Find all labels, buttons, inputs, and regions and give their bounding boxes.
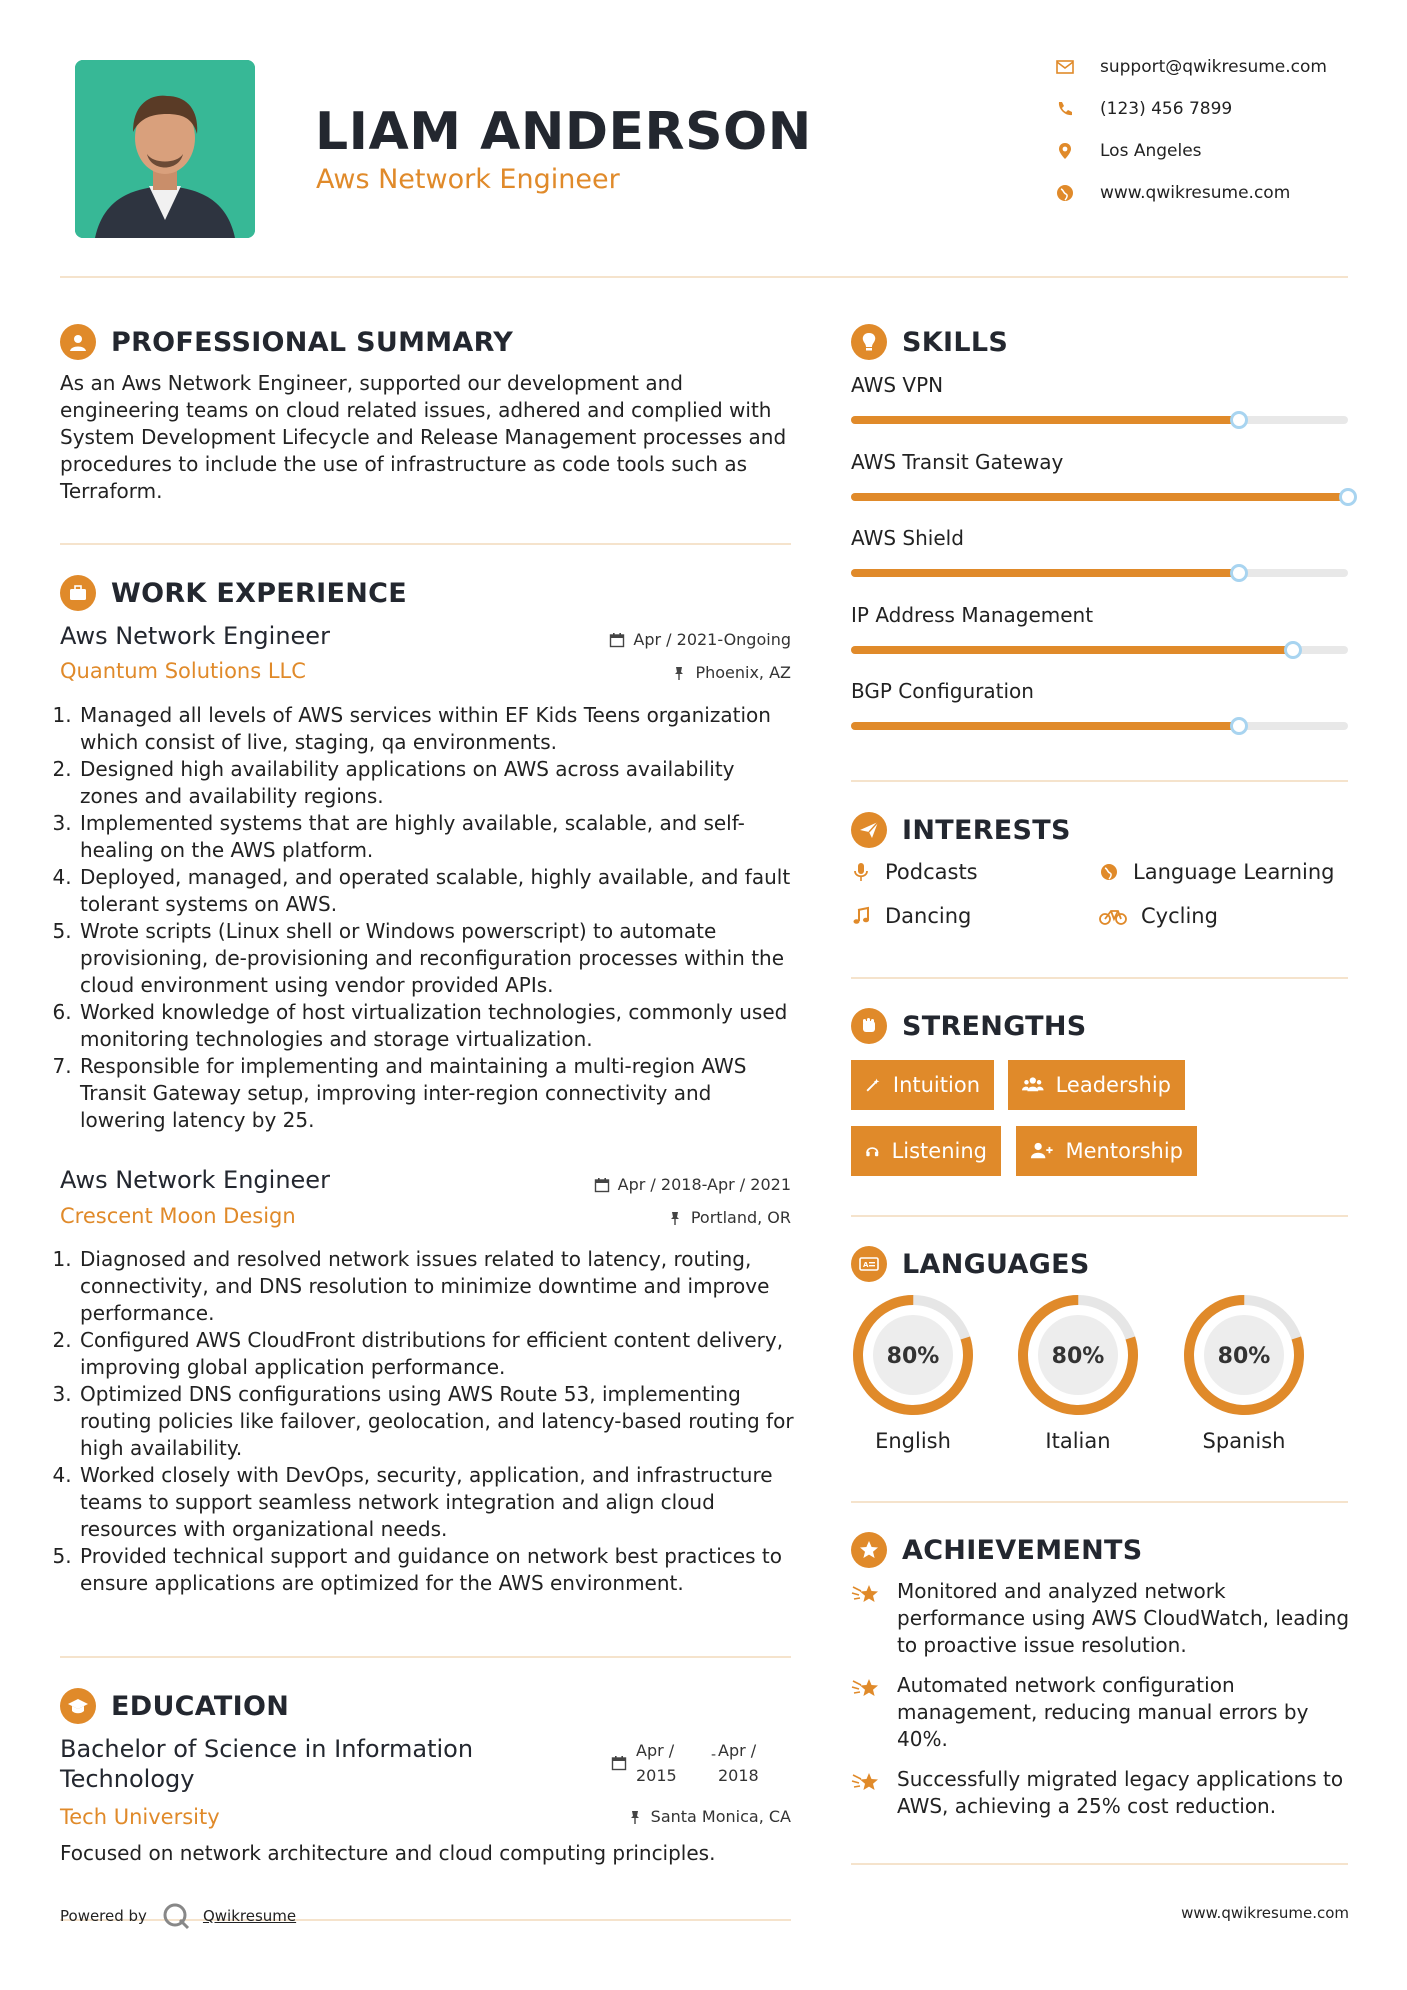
job-1-title: Aws Network Engineer (60, 622, 330, 650)
summary-text: As an Aws Network Engineer, supported our development and engineering teams on cloud related issues, adhered and complied with System Development Lifecycle and Release Management processes and procedures to include the use of infrastructure as code tools such as Terraform. (60, 371, 787, 503)
skill-bar-fill (851, 569, 1239, 577)
music-note-icon (851, 906, 871, 926)
pushpin-icon (671, 665, 687, 681)
shooting-star-icon (851, 1673, 881, 1703)
job-2-company: Crescent Moon Design (60, 1204, 296, 1228)
strengths-divider (851, 1215, 1348, 1217)
strength-chip-leadership (1008, 1060, 1185, 1110)
list-item: 4. Deployed, managed, and operated scalable, highly available, and fault tolerant systems on AWS. (78, 864, 795, 918)
skill-bar-fill (851, 722, 1239, 730)
language-percent: 80% (886, 1344, 940, 1369)
footer-website[interactable]: www.qwikresume.com (1181, 1904, 1349, 1922)
achievement-item-1 (851, 1578, 1351, 1659)
star-badge-icon (851, 1532, 887, 1568)
job-2-location-text: Portland, OR (690, 1208, 791, 1227)
skill-label: BGP Configuration (851, 679, 1034, 703)
achievements-heading (851, 1532, 1143, 1568)
interest-language-learning (1099, 860, 1334, 884)
job-2-dates (594, 1175, 791, 1194)
interests-heading (851, 812, 1071, 848)
language-ring (1182, 1293, 1306, 1417)
skill-bar-fill (851, 493, 1348, 501)
job-1-location (671, 663, 791, 682)
education-location (627, 1807, 791, 1826)
briefcase-icon (60, 575, 96, 611)
language-percent: 80% (1051, 1344, 1105, 1369)
education-heading (60, 1688, 289, 1724)
summary-divider (60, 543, 791, 545)
achievement-item-3 (851, 1766, 1351, 1820)
interest-dancing (851, 904, 971, 928)
skill-slider-handle (1339, 488, 1357, 506)
location-text: Los Angeles (1100, 141, 1202, 161)
interest-label: Language Learning (1133, 860, 1335, 884)
interests-divider (851, 977, 1348, 979)
achievement-item-2 (851, 1672, 1351, 1753)
skill-label: AWS Transit Gateway (851, 449, 1064, 474)
achievement-text: Automated network configuration management, reducing manual errors by 40%. (897, 1673, 1309, 1751)
id-card-icon (851, 1246, 887, 1282)
education-location-text: Santa Monica, CA (650, 1807, 791, 1826)
skill-slider-handle (1230, 411, 1248, 429)
skill-slider-handle (1230, 717, 1248, 735)
strength-label: Mentorship (1065, 1139, 1183, 1163)
map-pin-icon (1055, 141, 1075, 161)
interest-podcasts (851, 860, 978, 884)
paper-plane-icon (851, 812, 887, 848)
list-item: 3. Optimized DNS configurations using AWS Route 53, implementing routing policies like failover, geolocation, and latency-based routing for high availability. (78, 1381, 795, 1462)
list-item: 1. Diagnosed and resolved network issues related to latency, routing, connectivity, and DNS resolution to minimize downtime and improve performance. (78, 1246, 795, 1327)
lightbulb-icon (851, 324, 887, 360)
language-ring (1016, 1293, 1140, 1417)
languages-heading (851, 1246, 1090, 1282)
graduation-cap-icon (60, 1688, 96, 1724)
candidate-role: Aws Network Engineer (316, 164, 620, 195)
strengths-title: STRENGTHS (902, 1010, 1087, 1042)
pushpin-icon (667, 1210, 683, 1226)
education-title: EDUCATION (111, 1690, 290, 1722)
skill-bar-track (851, 569, 1348, 577)
strength-chip-mentorship (1016, 1126, 1197, 1176)
skill-bar-track (851, 722, 1348, 730)
education-end-date: Apr / 2018 (718, 1741, 759, 1785)
degree-line-1: Bachelor of Science in Information (60, 1735, 474, 1763)
interest-label: Dancing (885, 904, 972, 928)
achievements-title: ACHIEVEMENTS (902, 1534, 1143, 1566)
interest-label: Cycling (1141, 904, 1218, 928)
envelope-icon (1055, 57, 1075, 77)
magic-wand-icon (865, 1074, 881, 1096)
header-divider (60, 276, 1348, 278)
summary-title: PROFESSIONAL SUMMARY (111, 326, 514, 358)
interest-label: Podcasts (885, 860, 978, 884)
language-name: English (875, 1429, 951, 1453)
pushpin-icon (627, 1809, 643, 1825)
achievement-text: Successfully migrated legacy applications to AWS, achieving a 25% cost reduction. (897, 1767, 1344, 1818)
strengths-heading (851, 1008, 1087, 1044)
shooting-star-icon (851, 1579, 881, 1609)
skill-bar-track (851, 646, 1348, 654)
contact-location (1055, 141, 1202, 161)
skill-label: AWS VPN (851, 373, 944, 397)
users-icon (1022, 1074, 1044, 1096)
avatar (75, 60, 255, 238)
skill-bar-track (851, 416, 1348, 424)
strength-label: Intuition (892, 1073, 980, 1097)
skill-label: AWS Shield (851, 526, 964, 550)
shooting-star-icon (851, 1767, 881, 1797)
skills-heading (851, 324, 1008, 360)
bicycle-icon (1099, 906, 1127, 926)
candidate-name: LIAM ANDERSON (315, 102, 812, 162)
qwikresume-logo-icon (161, 1901, 191, 1931)
job-1-company: Quantum Solutions LLC (60, 659, 306, 683)
achievement-text: Monitored and analyzed network performance using AWS CloudWatch, leading to proactive issue resolution. (897, 1579, 1350, 1657)
list-item: 1. Managed all levels of AWS services within EF Kids Teens organization which consist of live, staging, qa environments. (78, 702, 795, 756)
skill-slider-handle (1230, 564, 1248, 582)
language-name: Italian (1045, 1429, 1111, 1453)
svg-text:A: A (863, 1261, 869, 1269)
experience-divider (60, 1656, 791, 1658)
headphones-icon (865, 1140, 880, 1162)
list-item: 5. Provided technical support and guidance on network best practices to ensure applications are optimized for the AWS environment. (78, 1543, 795, 1597)
language-percent: 80% (1217, 1344, 1271, 1369)
language-ring (851, 1293, 975, 1417)
job-1-location-text: Phoenix, AZ (695, 663, 791, 682)
website-text: www.qwikresume.com (1100, 183, 1291, 203)
list-item: 3. Implemented systems that are highly available, scalable, and self-healing on the AWS platform. (78, 810, 795, 864)
list-item: 7. Responsible for implementing and maintaining a multi-region AWS Transit Gateway setup, improving inter-region connectivity and lowering latency by 25. (78, 1053, 795, 1134)
job-1-bullets (60, 702, 795, 1134)
contact-email[interactable] (1055, 57, 1327, 77)
phone-text: (123) 456 7899 (1100, 99, 1233, 119)
contact-website[interactable] (1055, 183, 1290, 203)
degree-line-2: Technology (60, 1765, 195, 1793)
powered-by-text: Powered by (60, 1907, 147, 1925)
job-1-dates (609, 630, 791, 649)
qwikresume-link[interactable]: Qwikresume (202, 1907, 297, 1925)
phone-icon (1055, 99, 1075, 119)
skill-bar-track (851, 493, 1348, 501)
skill-slider-handle (1284, 641, 1302, 659)
profile-photo (75, 60, 255, 238)
job-2-location (667, 1208, 791, 1227)
experience-title: WORK EXPERIENCE (111, 577, 407, 609)
job-2-dates-text: Apr / 2018-Apr / 2021 (617, 1175, 791, 1194)
achievements-divider (851, 1863, 1348, 1865)
job-2-bullets (60, 1246, 795, 1597)
footer-powered-by (60, 1901, 296, 1931)
strength-chip-intuition (851, 1060, 994, 1110)
list-item: 4. Worked closely with DevOps, security, application, and infrastructure teams to support seamless network integration and align cloud resources with organizational needs. (78, 1462, 795, 1543)
list-item: 5. Wrote scripts (Linux shell or Windows powerscript) to automate provisioning, de-provisioning and reconfiguration processes within the cloud environment using vendor provided APIs. (78, 918, 795, 999)
globe-icon (1099, 862, 1119, 882)
languages-divider (851, 1501, 1348, 1503)
strength-label: Leadership (1055, 1073, 1171, 1097)
experience-heading (60, 575, 407, 611)
languages-title: LANGUAGES (902, 1248, 1090, 1280)
job-1-dates-text: Apr / 2021-Ongoing (633, 630, 791, 649)
strength-label: Listening (891, 1139, 987, 1163)
interest-cycling (1099, 904, 1218, 928)
contact-phone[interactable] (1055, 99, 1232, 119)
microphone-icon (851, 862, 871, 882)
summary-heading (60, 324, 513, 360)
interests-title: INTERESTS (902, 814, 1071, 846)
calendar-icon (594, 1177, 610, 1193)
school-name: Tech University (60, 1805, 220, 1829)
education-start-date: Apr / 2015 (636, 1741, 677, 1785)
language-name: Spanish (1202, 1429, 1286, 1453)
calendar-icon (609, 632, 625, 648)
skill-label: IP Address Management (851, 602, 1094, 627)
fist-icon (851, 1008, 887, 1044)
list-item: 2. Configured AWS CloudFront distributions for efficient content delivery, improving global application performance. (78, 1327, 795, 1381)
globe-icon (1055, 183, 1075, 203)
list-item: 6. Worked knowledge of host virtualization technologies, commonly used monitoring technologies and storage virtualization. (78, 999, 795, 1053)
person-icon (60, 324, 96, 360)
calendar-icon (611, 1755, 627, 1771)
user-plus-icon (1030, 1140, 1054, 1162)
education-description: Focused on network architecture and cloud computing principles. (60, 1841, 716, 1865)
job-2-title: Aws Network Engineer (60, 1166, 330, 1194)
skill-bar-fill (851, 646, 1293, 654)
skills-title: SKILLS (902, 326, 1009, 358)
skills-divider (851, 780, 1348, 782)
email-text: support@qwikresume.com (1100, 57, 1327, 77)
skill-bar-fill (851, 416, 1239, 424)
strength-chip-listening (851, 1126, 1001, 1176)
list-item: 2. Designed high availability applications on AWS across availability zones and availability regions. (78, 756, 795, 810)
date-separator: - (711, 1747, 717, 1763)
